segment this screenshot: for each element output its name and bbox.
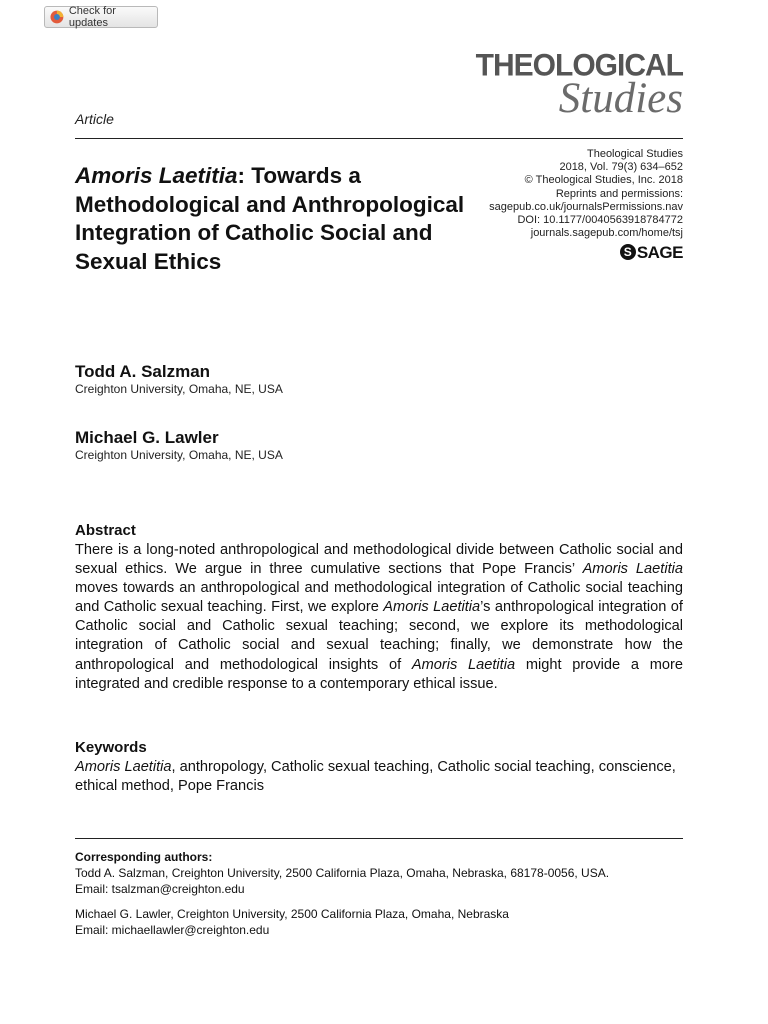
meta-copyright: © Theological Studies, Inc. 2018: [524, 174, 683, 187]
author-affiliation: Creighton University, Omaha, NE, USA: [75, 382, 283, 396]
corresponding-address-1: Todd A. Salzman, Creighton University, 2500 California Plaza, Omaha, Nebraska, 68178-0056, USA.: [75, 866, 610, 880]
author-block: [75, 362, 283, 397]
corresponding-address-2: Michael G. Lawler, Creighton University, 2500 California Plaza, Omaha, Nebraska: [75, 907, 509, 921]
journal-logo-line2: Studies: [558, 75, 683, 122]
title-italic: Amoris Laetitia: [75, 163, 238, 188]
keywords-text: Amoris Laetitia, anthropology, Catholic sexual teaching, Catholic social teaching, conscience, ethical method, Pope Francis: [75, 759, 676, 795]
author-name: Michael G. Lawler: [75, 428, 219, 447]
corresponding-spacer: [75, 897, 695, 906]
abstract-heading: Abstract: [75, 522, 136, 539]
meta-journal: Theological Studies: [586, 148, 683, 160]
corresponding-heading: Corresponding authors:: [75, 850, 213, 864]
publication-meta: [489, 148, 683, 260]
keywords-heading: Keywords: [75, 739, 147, 756]
article-type-label: Article: [75, 111, 114, 127]
journal-logo: [475, 48, 683, 122]
title-rest: : Towards a Methodological and Anthropological Integration of Catholic Social and Sexual Ethics: [75, 163, 465, 274]
corresponding-email-2[interactable]: Email: michaellawler@creighton.edu: [75, 923, 270, 937]
meta-journal-link[interactable]: journals.sagepub.com/home/tsj: [530, 227, 683, 240]
meta-volume: 2018, Vol. 79(3) 634–652: [559, 161, 683, 174]
author-block: [75, 428, 283, 463]
meta-permissions-link[interactable]: sagepub.co.uk/journalsPermissions.nav: [489, 200, 683, 213]
corresponding-authors: [75, 849, 695, 938]
author-name: Todd A. Salzman: [75, 362, 211, 381]
meta-doi[interactable]: DOI: 10.1177/0040563918784772: [517, 214, 683, 227]
article-title: [75, 162, 475, 276]
check-for-updates-button[interactable]: [44, 6, 158, 28]
author-affiliation: Creighton University, Omaha, NE, USA: [75, 448, 283, 462]
sage-s-icon: S: [620, 244, 636, 260]
footer-divider: [75, 838, 683, 839]
corresponding-email-1[interactable]: Email: tsalzman@creighton.edu: [75, 882, 245, 896]
crossmark-icon: [50, 10, 64, 24]
journal-logo-line1: THEOLOGICAL: [475, 48, 683, 83]
meta-reprints: Reprints and permissions:: [555, 187, 683, 200]
sage-logo: [620, 244, 683, 260]
sage-logo-text: SAGE: [636, 242, 683, 262]
abstract-text: There is a long-noted anthropological and methodological divide between Catholic social and sexual ethics. We argue in three cumulative sections that Pope Francis’ Amoris Laetitia moves towards an anthropological and methodological integration of Catholic social teaching and Catholic sexual teaching. First, we explore Amoris Laetitia’s anthropological integration of Catholic social and Catholic sexual teaching; second, we explore its methodological integration of Catholic social and sexual teaching; finally, we demonstrate how the anthropological and methodological insights of Amoris Laetitia might provide a more integrated and credible response to a contemporary ethical issue.: [75, 542, 683, 692]
header-divider: [75, 138, 683, 139]
check-for-updates-label: Check for updates: [68, 5, 116, 29]
